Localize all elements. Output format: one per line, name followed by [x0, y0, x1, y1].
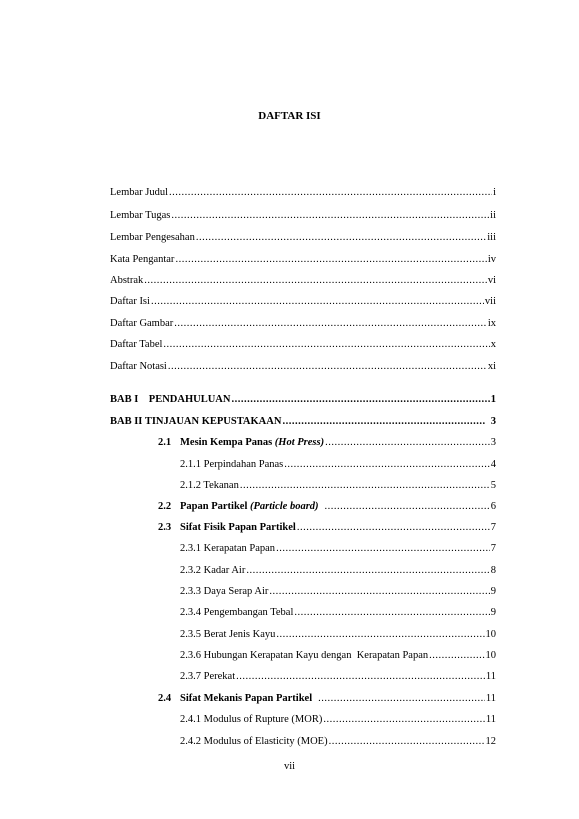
- toc-section-label-italic: (Hot Press): [274, 437, 325, 448]
- toc-subsection-label: 2.3.7 Perekat: [180, 671, 236, 682]
- toc-entry-page: iv: [487, 254, 496, 265]
- toc-subsection-2-3-4[interactable]: [180, 606, 496, 620]
- toc-leader: [284, 458, 490, 472]
- toc-entry-page: 9: [490, 607, 496, 618]
- toc-subsection-2-1-1[interactable]: [180, 458, 496, 472]
- toc-section-label-italic: (Particle board): [250, 501, 319, 512]
- toc-entry-label: Lembar Tugas: [110, 210, 171, 221]
- toc-entry-page: ix: [487, 318, 496, 329]
- toc-subsection-2-3-5[interactable]: [180, 628, 496, 642]
- toc-leader: [276, 542, 490, 556]
- toc-entry-daftar-gambar[interactable]: [110, 317, 496, 331]
- toc-entry-label: Lembar Pengesahan: [110, 232, 195, 243]
- toc-section-number: 2.1: [158, 437, 172, 448]
- toc-subsection-2-4-1[interactable]: [180, 713, 496, 727]
- toc-section-number: 2.2: [158, 501, 172, 512]
- toc-leader: [240, 479, 490, 493]
- toc-leader: [151, 295, 484, 309]
- toc-entry-page: 7: [490, 543, 496, 554]
- toc-subsection-2-3-1[interactable]: [180, 542, 496, 556]
- toc-leader: [329, 735, 485, 749]
- toc-entry-page: 7: [490, 522, 496, 533]
- toc-subsection-2-4-2[interactable]: [180, 735, 496, 749]
- toc-subsection-label: 2.3.5 Berat Jenis Kayu: [180, 629, 276, 640]
- toc-entry-page: x: [490, 339, 496, 350]
- toc-entry-label: Lembar Judul: [110, 187, 169, 198]
- toc-entry-page: 5: [490, 480, 496, 491]
- toc-section-2-4[interactable]: [158, 692, 496, 706]
- toc-leader: [174, 317, 487, 331]
- toc-entry-kata-pengantar[interactable]: [110, 253, 496, 267]
- toc-entry-page: 3: [490, 416, 496, 427]
- toc-entry-page: 3: [490, 437, 496, 448]
- toc-leader: [196, 231, 486, 245]
- toc-chapter-bab-ii[interactable]: [110, 415, 496, 429]
- toc-chapter-label: BAB I PENDAHULUAN: [110, 394, 231, 405]
- toc-subsection-2-3-2[interactable]: [180, 564, 496, 578]
- toc-section-label-text: Papan Partikel: [180, 501, 250, 512]
- toc-leader: [246, 564, 489, 578]
- toc-entry-page: ii: [490, 210, 496, 221]
- toc-entry-page: 10: [485, 650, 496, 661]
- toc-entry-page: 9: [490, 586, 496, 597]
- toc-leader: [269, 585, 489, 599]
- page-title: DAFTAR ISI: [258, 110, 321, 122]
- toc-entry-label: Daftar Tabel: [110, 339, 163, 350]
- toc-chapter-label: BAB II TINJAUAN KEPUSTAKAAN: [110, 416, 282, 427]
- toc-entry-lembar-judul[interactable]: [110, 186, 496, 200]
- toc-leader: [231, 393, 489, 407]
- toc-entry-label: Daftar Notasi: [110, 361, 167, 372]
- toc-leader: [282, 415, 485, 429]
- toc-leader: [325, 500, 490, 514]
- toc-section-2-3[interactable]: [158, 521, 496, 535]
- toc-entry-page: vi: [487, 275, 496, 286]
- toc-section-label: [180, 500, 319, 514]
- toc-leader: [171, 209, 489, 223]
- toc-leader: [168, 360, 487, 374]
- toc-leader: [175, 253, 486, 267]
- toc-entry-page: 12: [485, 736, 496, 747]
- toc-leader: [318, 692, 485, 706]
- toc-entry-label: Daftar Isi: [110, 296, 150, 307]
- toc-subsection-label: 2.3.4 Pengembangan Tebal: [180, 607, 294, 618]
- toc-subsection-label: 2.1.1 Perpindahan Panas: [180, 459, 284, 470]
- toc-subsection-2-1-2[interactable]: [180, 479, 496, 493]
- toc-entry-page: vii: [484, 296, 496, 307]
- toc-entry-page: 10: [485, 629, 496, 640]
- toc-leader: [325, 436, 490, 450]
- toc-chapter-bab-i[interactable]: [110, 393, 496, 407]
- toc-entry-label: Abstrak: [110, 275, 144, 286]
- toc-section-label: Sifat Fisik Papan Partikel: [180, 522, 296, 533]
- toc-leader: [144, 274, 487, 288]
- toc-section-2-2[interactable]: [158, 500, 496, 514]
- toc-subsection-label: 2.1.2 Tekanan: [180, 480, 239, 491]
- toc-entry-page: 11: [485, 714, 496, 725]
- toc-entry-abstrak[interactable]: [110, 274, 496, 288]
- toc-subsection-2-3-7[interactable]: [180, 670, 496, 684]
- toc-entry-daftar-tabel[interactable]: [110, 338, 496, 352]
- toc-leader: [276, 628, 484, 642]
- toc-entry-daftar-isi[interactable]: [110, 295, 496, 309]
- toc-section-label-text: Mesin Kempa Panas: [180, 437, 275, 448]
- toc-subsection-label: 2.3.1 Kerapatan Papan: [180, 543, 276, 554]
- toc-entry-daftar-notasi[interactable]: [110, 360, 496, 374]
- toc-entry-page: 8: [490, 565, 496, 576]
- toc-section-label: [180, 436, 324, 450]
- toc-leader: [163, 338, 489, 352]
- toc-subsection-label: 2.3.6 Hubungan Kerapatan Kayu dengan Kerapatan Papan: [180, 650, 429, 661]
- toc-entry-label: Daftar Gambar: [110, 318, 174, 329]
- toc-leader: [169, 186, 492, 200]
- toc-entry-page: i: [493, 187, 496, 198]
- toc-entry-page: 11: [485, 693, 496, 704]
- toc-section-number: 2.4: [158, 693, 172, 704]
- toc-entry-lembar-tugas[interactable]: [110, 209, 496, 223]
- toc-subsection-2-3-6[interactable]: [180, 649, 496, 663]
- page-number: vii: [283, 761, 296, 772]
- toc-leader: [236, 670, 485, 684]
- toc-entry-page: 4: [490, 459, 496, 470]
- toc-entry-page: 11: [485, 671, 496, 682]
- toc-subsection-label: 2.3.3 Daya Serap Air: [180, 586, 269, 597]
- toc-subsection-label: 2.4.2 Modulus of Elasticity (MOE): [180, 736, 328, 747]
- toc-entry-label: Kata Pengantar: [110, 254, 175, 265]
- toc-entry-page: iii: [487, 232, 496, 243]
- toc-leader: [323, 713, 485, 727]
- toc-section-label: Sifat Mekanis Papan Partikel: [180, 693, 313, 704]
- toc-section-number: 2.3: [158, 522, 172, 533]
- toc-entry-page: 1: [490, 394, 496, 405]
- toc-entry-page: 6: [490, 501, 496, 512]
- toc-leader: [297, 521, 490, 535]
- toc-subsection-2-3-3[interactable]: [180, 585, 496, 599]
- toc-entry-page: xi: [487, 361, 496, 372]
- toc-subsection-label: 2.4.1 Modulus of Rupture (MOR): [180, 714, 323, 725]
- toc-leader: [294, 606, 489, 620]
- toc-leader: [429, 649, 484, 663]
- toc-section-2-1[interactable]: [158, 436, 496, 450]
- toc-entry-lembar-pengesahan[interactable]: [110, 231, 496, 245]
- toc-subsection-label: 2.3.2 Kadar Air: [180, 565, 246, 576]
